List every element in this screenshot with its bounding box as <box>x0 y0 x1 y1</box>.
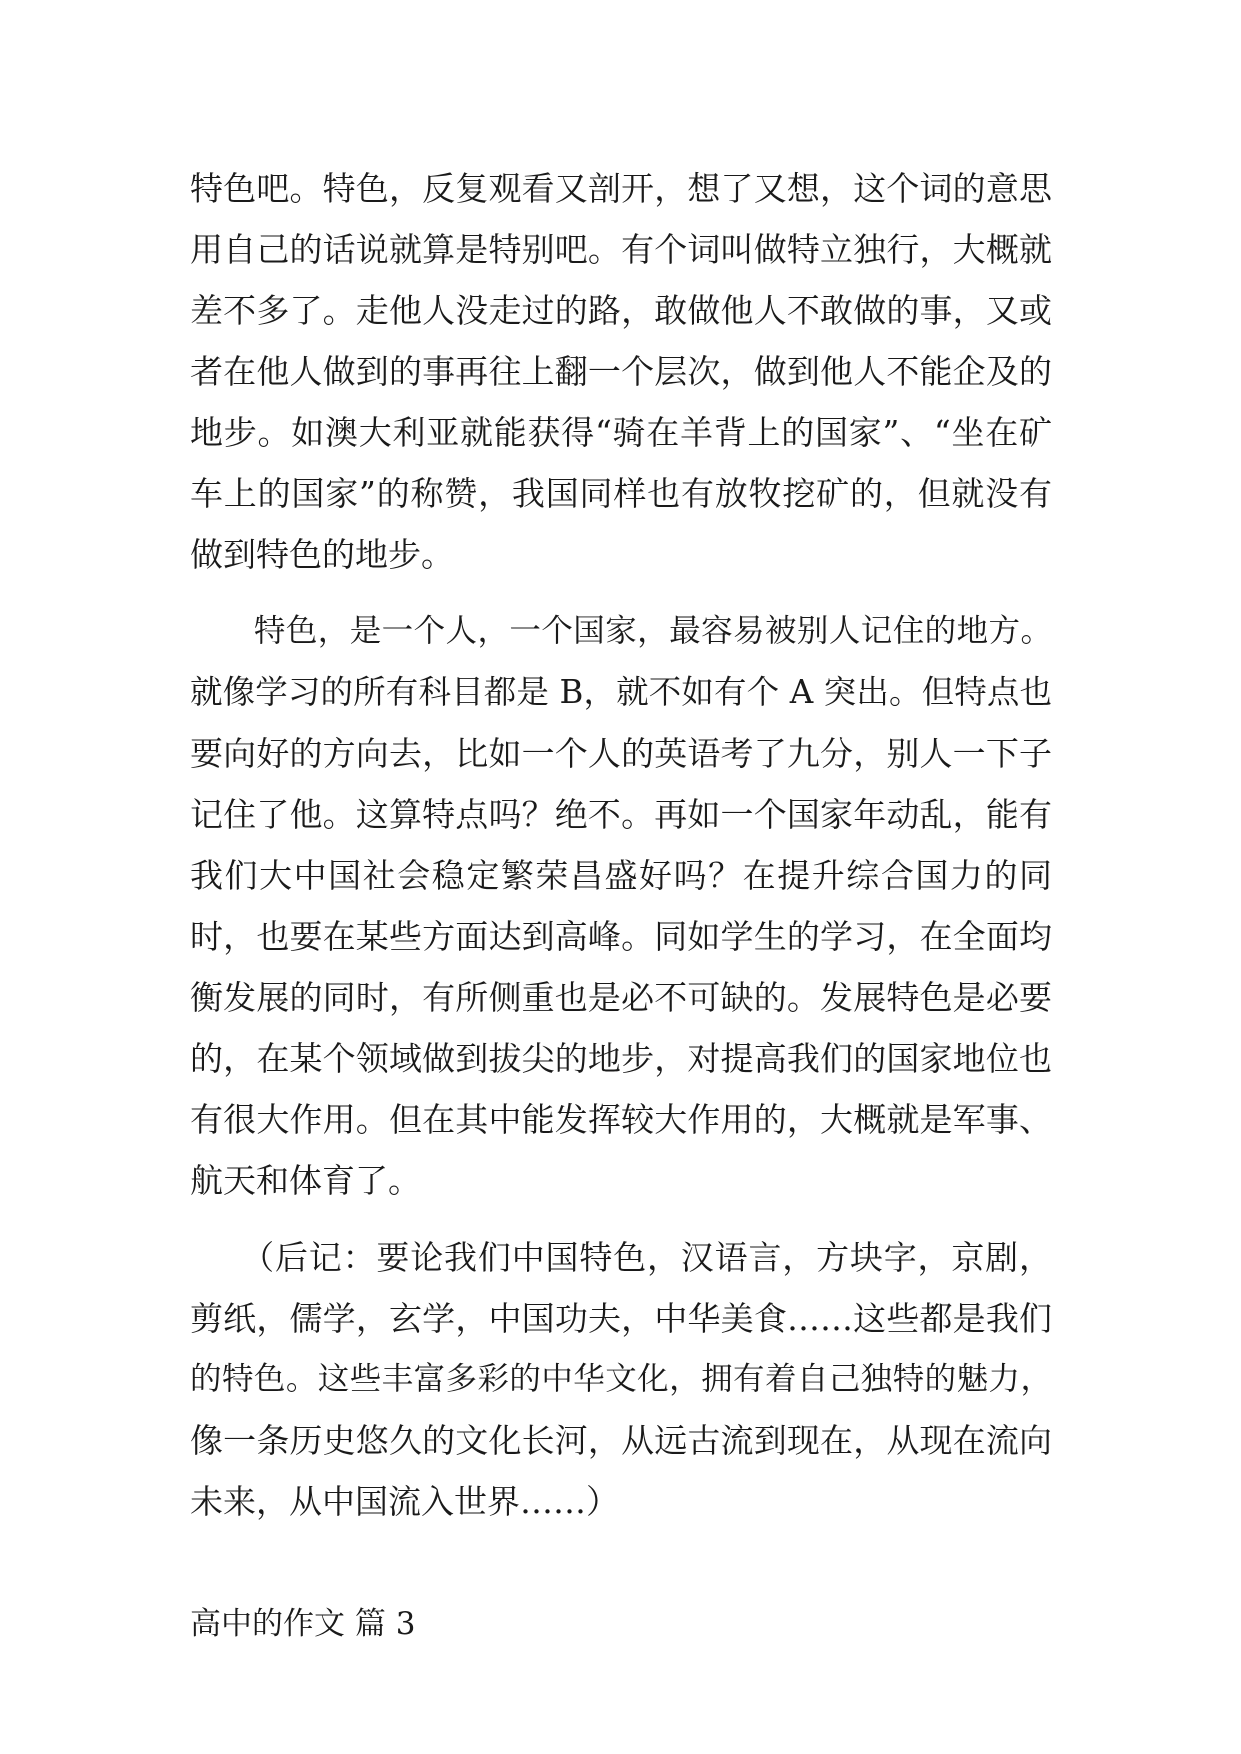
text-line: 记住了他。这算特点吗？绝不。再如一个国家年动乱，能有 <box>190 795 1052 834</box>
text-line: 时，也要在某些方面达到高峰。同如学生的学习，在全面均 <box>190 917 1052 956</box>
text-line: 者在他人做到的事再往上翻一个层次，做到他人不能企及的 <box>190 352 1052 391</box>
essay-body <box>190 158 1052 1655</box>
text-line: 车上的国家”的称赞，我国同样也有放牧挖矿的，但就没有 <box>190 474 1052 513</box>
text-line: 的，在某个领域做到拔尖的地步，对提高我们的国家地位也 <box>190 1039 1052 1078</box>
text-line: 就像学习的所有科目都是 B，就不如有个 A 突出。但特点也 <box>190 673 1052 711</box>
text-line: 未来，从中国流入世界……） <box>190 1482 619 1521</box>
text-line: 剪纸，儒学，玄学，中国功夫，中华美食……这些都是我们 <box>190 1299 1052 1338</box>
text-line: 我们大中国社会稳定繁荣昌盛好吗？在提升综合国力的同 <box>190 856 1052 895</box>
paragraph-3 <box>190 1227 1052 1532</box>
text-line: 做到特色的地步。 <box>190 535 454 574</box>
text-line: 有很大作用。但在其中能发挥较大作用的，大概就是军事、 <box>190 1100 1052 1139</box>
text-line: （后记：要论我们中国特色，汉语言，方块字，京剧， <box>190 1238 1052 1277</box>
paragraph-spacer <box>190 1211 1052 1227</box>
text-line: 用自己的话说就算是特别吧。有个词叫做特立独行，大概就 <box>190 230 1052 269</box>
text-line: 要向好的方向去，比如一个人的英语考了九分，别人一下子 <box>190 734 1052 773</box>
text-line: 差不多了。走他人没走过的路，敢做他人不敢做的事，又或 <box>190 291 1052 330</box>
text-line: 特色，是一个人，一个国家，最容易被别人记住的地方。 <box>190 613 1052 649</box>
text-line: 特色吧。特色，反复观看又剖开，想了又想，这个词的意思 <box>190 169 1052 208</box>
text-line: 像一条历史悠久的文化长河，从远古流到现在，从现在流向 <box>190 1421 1052 1460</box>
section-spacer <box>190 1532 1052 1594</box>
paragraph-2 <box>190 601 1052 1211</box>
essay-heading: 高中的作文 篇 3 <box>190 1606 416 1642</box>
paragraph-spacer <box>190 585 1052 601</box>
text-line: 地步。如澳大利亚就能获得“骑在羊背上的国家”、“坐在矿 <box>190 413 1052 452</box>
text-line: 的特色。这些丰富多彩的中华文化，拥有着自己独特的魅力， <box>190 1361 1052 1397</box>
text-line: 衡发展的同时，有所侧重也是必不可缺的。发展特色是必要 <box>190 978 1052 1017</box>
paragraph-1 <box>190 158 1052 585</box>
text-line: 航天和体育了。 <box>190 1161 421 1200</box>
